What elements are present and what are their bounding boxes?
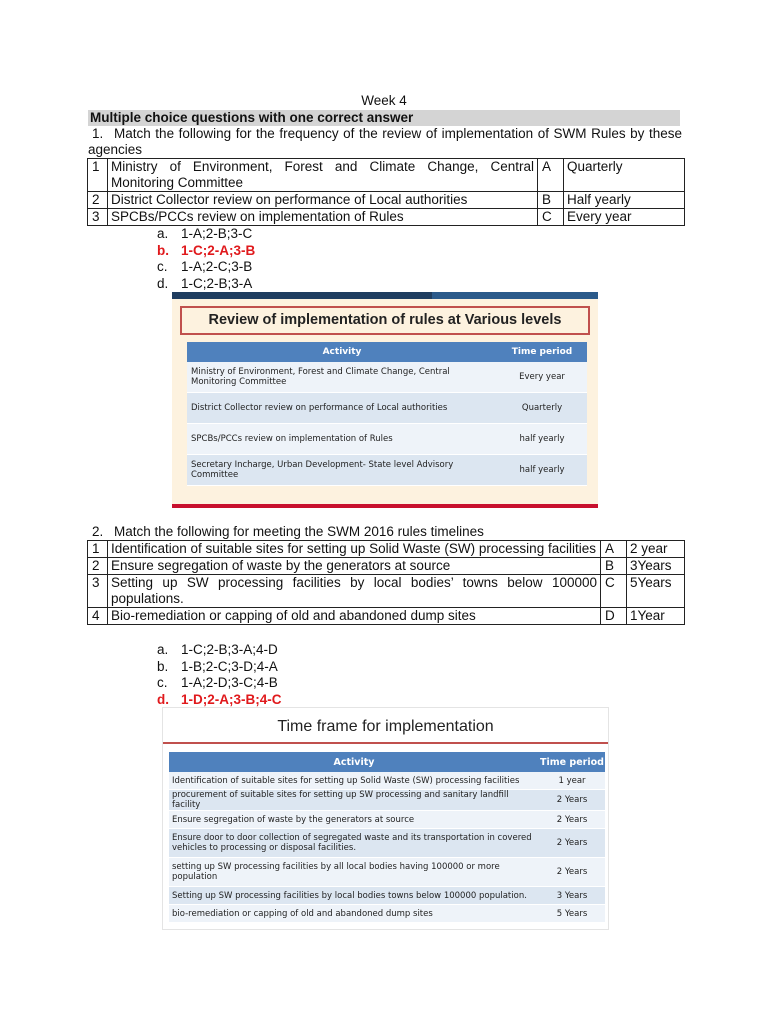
time-cell: 3 Years bbox=[539, 887, 605, 905]
option-b-correct[interactable] bbox=[157, 243, 255, 260]
slide-title: Time frame for implementation bbox=[163, 712, 608, 744]
slide-table-header bbox=[169, 752, 605, 772]
table-row bbox=[88, 192, 685, 209]
slide-top-bar-accent bbox=[432, 292, 598, 299]
slide-table-header bbox=[187, 342, 587, 362]
option-b[interactable] bbox=[157, 659, 282, 676]
option-label: a. bbox=[157, 226, 169, 241]
row-description: Ensure segregation of waste by the generators at source bbox=[108, 558, 601, 575]
row-description: Setting up SW processing facilities by local bodies’ towns below 100000 populations. bbox=[108, 575, 601, 608]
question-1-match-table bbox=[87, 158, 685, 226]
question-1 bbox=[88, 126, 682, 158]
option-text: 1-D;2-A;3-B;4-C bbox=[181, 691, 282, 707]
table-row bbox=[88, 541, 685, 558]
activity-cell: bio-remediation or capping of old and abandoned dump sites bbox=[169, 905, 539, 923]
question-2-options bbox=[157, 642, 282, 708]
activity-cell: procurement of suitable sites for setting up SW processing and sanitary landfill facility bbox=[169, 790, 539, 811]
slide-table bbox=[187, 342, 587, 486]
activity-cell: SPCBs/PCCs review on implementation of Rules bbox=[187, 424, 497, 455]
time-cell: 2 Years bbox=[539, 858, 605, 887]
row-letter: B bbox=[538, 192, 564, 209]
slide-title: Review of implementation of rules at Various levels bbox=[180, 306, 590, 335]
option-text: 1-C;2-A;3-B bbox=[181, 242, 256, 258]
row-value: 2 year bbox=[627, 541, 685, 558]
time-cell: Quarterly bbox=[497, 393, 587, 424]
row-letter: A bbox=[538, 159, 564, 192]
question-2-number: 2. bbox=[92, 524, 104, 539]
table-row bbox=[187, 393, 587, 424]
question-2-text: Match the following for meeting the SWM 2016 rules timelines bbox=[114, 524, 484, 539]
row-letter: B bbox=[601, 558, 627, 575]
table-row bbox=[169, 772, 605, 790]
row-description: Identification of suitable sites for setting up Solid Waste (SW) processing facilities bbox=[108, 541, 601, 558]
row-letter: C bbox=[538, 209, 564, 226]
activity-cell: Ministry of Environment, Forest and Climate Change, Central Monitoring Committee bbox=[187, 362, 497, 393]
time-cell: half yearly bbox=[497, 424, 587, 455]
row-value: 1Year bbox=[627, 608, 685, 625]
time-cell: 2 Years bbox=[539, 829, 605, 858]
row-value: Every year bbox=[564, 209, 685, 226]
table-row bbox=[187, 424, 587, 455]
row-description: District Collector review on performance of Local authorities bbox=[108, 192, 538, 209]
row-description: Ministry of Environment, Forest and Climate Change, Central Monitoring Committee bbox=[108, 159, 538, 192]
activity-cell: Ensure segregation of waste by the generators at source bbox=[169, 811, 539, 829]
activity-cell: Setting up SW processing facilities by local bodies towns below 100000 population. bbox=[169, 887, 539, 905]
option-text: 1-A;2-C;3-B bbox=[181, 259, 253, 274]
option-d-correct[interactable] bbox=[157, 692, 282, 709]
row-number: 3 bbox=[88, 209, 108, 226]
slide-table bbox=[169, 752, 605, 923]
option-text: 1-C;2-B;3-A bbox=[181, 275, 253, 291]
option-label: b. bbox=[157, 242, 169, 258]
row-description: Bio-remediation or capping of old and abandoned dump sites bbox=[108, 608, 601, 625]
question-1-text: Match the following for the frequency of the review of implementation of SWM Rules by these agencies bbox=[88, 126, 682, 157]
table-row bbox=[169, 829, 605, 858]
week-label: Week 4 bbox=[361, 93, 407, 108]
option-text: 1-A;2-D;3-C;4-B bbox=[181, 675, 278, 690]
table-row bbox=[88, 209, 685, 226]
activity-cell: District Collector review on performance of Local authorities bbox=[187, 393, 497, 424]
option-label: c. bbox=[157, 259, 168, 274]
time-cell: half yearly bbox=[497, 455, 587, 486]
table-row bbox=[169, 905, 605, 923]
section-heading: Multiple choice questions with one correct answer bbox=[88, 110, 680, 126]
question-2 bbox=[88, 524, 682, 540]
row-letter: D bbox=[601, 608, 627, 625]
option-text: 1-B;2-C;3-D;4-A bbox=[181, 658, 278, 674]
option-c[interactable] bbox=[157, 259, 255, 276]
activity-cell: Ensure door to door collection of segregated waste and its transportation in covered vehicles to processing or disposal facilities. bbox=[169, 829, 539, 858]
option-text: 1-C;2-B;3-A;4-D bbox=[181, 642, 278, 657]
option-text: 1-A;2-B;3-C bbox=[181, 226, 253, 241]
question-2-match-table bbox=[87, 540, 685, 625]
time-cell: 2 Years bbox=[539, 790, 605, 811]
table-row bbox=[169, 790, 605, 811]
row-description: SPCBs/PCCs review on implementation of Rules bbox=[108, 209, 538, 226]
table-row bbox=[169, 887, 605, 905]
header-activity: Activity bbox=[187, 342, 497, 362]
option-a[interactable] bbox=[157, 226, 255, 243]
row-number: 2 bbox=[88, 192, 108, 209]
row-value: 5Years bbox=[627, 575, 685, 608]
row-number: 1 bbox=[88, 159, 108, 192]
table-row bbox=[88, 608, 685, 625]
question-1-options bbox=[157, 226, 255, 292]
row-value: Half yearly bbox=[564, 192, 685, 209]
option-label: b. bbox=[157, 658, 169, 674]
header-time-period: Time period bbox=[497, 342, 587, 362]
row-value: Quarterly bbox=[564, 159, 685, 192]
time-cell: 5 Years bbox=[539, 905, 605, 923]
option-label: d. bbox=[157, 691, 169, 707]
option-c[interactable] bbox=[157, 675, 282, 692]
question-1-number: 1. bbox=[92, 126, 104, 141]
table-row bbox=[187, 455, 587, 486]
table-row bbox=[187, 362, 587, 393]
header-activity: Activity bbox=[169, 752, 539, 772]
activity-cell: setting up SW processing facilities by all local bodies having 100000 or more population bbox=[169, 858, 539, 887]
slide-bottom-bar bbox=[172, 504, 598, 508]
option-label: a. bbox=[157, 642, 169, 657]
table-row bbox=[88, 159, 685, 192]
option-label: d. bbox=[157, 275, 169, 291]
table-row bbox=[169, 811, 605, 829]
activity-cell: Secretary Incharge, Urban Development- State level Advisory Committee bbox=[187, 455, 497, 486]
header-time-period: Time period bbox=[539, 752, 605, 772]
slide-time-frame bbox=[162, 707, 609, 930]
time-cell: 1 year bbox=[539, 772, 605, 790]
table-row bbox=[88, 558, 685, 575]
activity-cell: Identification of suitable sites for setting up Solid Waste (SW) processing facilities bbox=[169, 772, 539, 790]
table-row bbox=[169, 858, 605, 887]
time-cell: Every year bbox=[497, 362, 587, 393]
row-number: 2 bbox=[88, 558, 108, 575]
time-cell: 2 Years bbox=[539, 811, 605, 829]
row-letter: C bbox=[601, 575, 627, 608]
option-a[interactable] bbox=[157, 642, 282, 659]
row-number: 1 bbox=[88, 541, 108, 558]
row-letter: A bbox=[601, 541, 627, 558]
option-label: c. bbox=[157, 675, 168, 690]
row-number: 3 bbox=[88, 575, 108, 608]
slide-review-implementation bbox=[172, 292, 598, 508]
table-row bbox=[88, 575, 685, 608]
row-value: 3Years bbox=[627, 558, 685, 575]
option-d[interactable] bbox=[157, 276, 255, 293]
row-number: 4 bbox=[88, 608, 108, 625]
